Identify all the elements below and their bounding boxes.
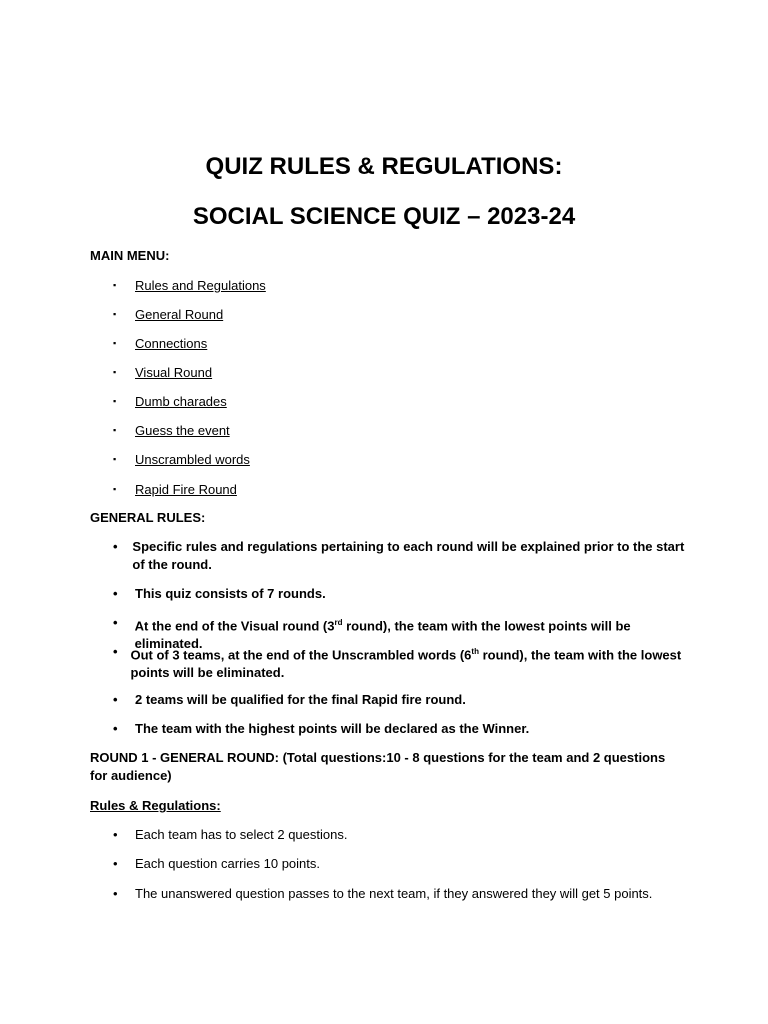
menu-item-guess-the-event[interactable] bbox=[113, 422, 693, 439]
general-rule-item bbox=[113, 538, 693, 574]
square-bullet-icon: ▪ bbox=[113, 484, 117, 494]
menu-link[interactable]: Connections bbox=[135, 336, 208, 351]
dot-bullet-icon: • bbox=[113, 615, 118, 630]
square-bullet-icon: ▪ bbox=[113, 309, 117, 319]
square-bullet-icon: ▪ bbox=[113, 425, 117, 435]
rule-text-part: Out of 3 teams, at the end of the Unscrambled words (6 bbox=[130, 647, 472, 663]
round1-rule-item bbox=[113, 855, 693, 873]
menu-item-general-round[interactable] bbox=[113, 306, 693, 323]
menu-link[interactable]: Unscrambled words bbox=[135, 452, 250, 467]
menu-link[interactable]: Guess the event bbox=[135, 423, 230, 438]
dot-bullet-icon: • bbox=[113, 856, 118, 871]
ordinal-suffix: rd bbox=[334, 618, 343, 627]
rule-text: 2 teams will be qualified for the final Rapid fire round. bbox=[135, 692, 466, 707]
round1-rules-heading: Rules & Regulations: bbox=[90, 798, 221, 813]
round1-heading: ROUND 1 - GENERAL ROUND: (Total questions:10 - 8 questions for the team and 2 questions for audience) bbox=[90, 750, 666, 783]
general-rule-item bbox=[113, 691, 693, 709]
menu-link[interactable]: Rapid Fire Round bbox=[135, 482, 237, 497]
dot-bullet-icon: • bbox=[113, 721, 118, 736]
menu-item-rules-and-regulations[interactable] bbox=[113, 277, 693, 294]
square-bullet-icon: ▪ bbox=[113, 367, 117, 377]
document-title: QUIZ RULES & REGULATIONS: bbox=[205, 153, 563, 180]
general-rules-heading: GENERAL RULES: bbox=[90, 510, 206, 525]
rule-text-part: round), the team with the lowest points will be eliminated. bbox=[130, 647, 682, 681]
menu-item-unscrambled-words[interactable] bbox=[113, 451, 693, 468]
square-bullet-icon: ▪ bbox=[113, 338, 117, 348]
square-bullet-icon: ▪ bbox=[113, 280, 117, 290]
main-menu-heading: MAIN MENU: bbox=[90, 248, 170, 263]
menu-link[interactable]: Dumb charades bbox=[135, 394, 227, 409]
menu-item-connections[interactable] bbox=[113, 335, 693, 352]
rule-text: Specific rules and regulations pertaining to each round will be explained prior to the start of the round. bbox=[132, 539, 685, 572]
menu-link[interactable]: Visual Round bbox=[135, 365, 213, 380]
rule-text bbox=[130, 643, 693, 682]
dot-bullet-icon: • bbox=[113, 586, 118, 601]
dot-bullet-icon: • bbox=[113, 886, 118, 901]
menu-item-dumb-charades[interactable] bbox=[113, 393, 693, 410]
rule-text-part: round), the team with the lowest points will be eliminated. bbox=[134, 618, 631, 652]
dot-bullet-icon: • bbox=[113, 644, 118, 659]
general-rule-item bbox=[113, 585, 693, 603]
rule-text: This quiz consists of 7 rounds. bbox=[135, 586, 326, 601]
square-bullet-icon: ▪ bbox=[113, 454, 117, 464]
dot-bullet-icon: • bbox=[113, 539, 118, 554]
rule-text-part: At the end of the Visual round (3 bbox=[134, 618, 335, 634]
menu-link[interactable]: General Round bbox=[135, 307, 224, 322]
dot-bullet-icon: • bbox=[113, 692, 118, 707]
dot-bullet-icon: • bbox=[113, 827, 118, 842]
round1-rule-item bbox=[113, 826, 693, 844]
menu-item-rapid-fire-round[interactable] bbox=[113, 481, 693, 498]
round1-rule-item bbox=[113, 885, 693, 903]
menu-item-visual-round[interactable] bbox=[113, 364, 693, 381]
rule-text: The team with the highest points will be declared as the Winner. bbox=[135, 721, 530, 736]
rule-text: Each question carries 10 points. bbox=[135, 856, 320, 871]
general-rule-item bbox=[113, 720, 693, 738]
menu-link[interactable]: Rules and Regulations bbox=[135, 278, 266, 293]
square-bullet-icon: ▪ bbox=[113, 396, 117, 406]
rule-text: Each team has to select 2 questions. bbox=[135, 827, 348, 842]
rule-text: The unanswered question passes to the next team, if they answered they will get 5 points. bbox=[135, 886, 653, 901]
document-subtitle: SOCIAL SCIENCE QUIZ – 2023-24 bbox=[192, 203, 576, 230]
ordinal-suffix: th bbox=[471, 647, 479, 656]
general-rule-item bbox=[113, 643, 693, 682]
